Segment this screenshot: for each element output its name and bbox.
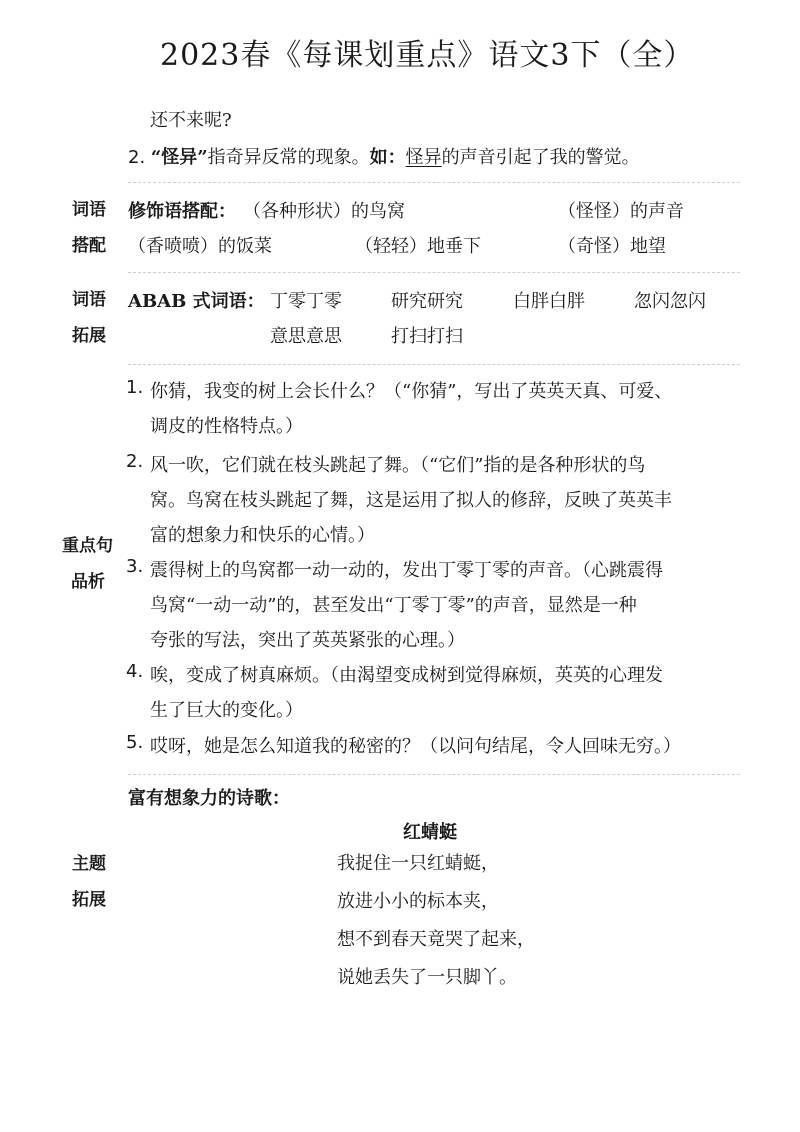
expansion-word: 丁零丁零 [270,291,342,312]
expansion-word: 打扫打扫 [391,326,463,347]
expansion-word: 忽闪忽闪 [634,291,706,312]
theme-heading: 富有想象力的诗歌： [128,788,290,809]
analysis-number: 2. [126,451,144,472]
section-label-expansion [72,282,106,354]
example-word: 怪异 [405,147,442,168]
side-line-1: 词语 [72,290,106,310]
analysis-number: 3. [126,556,144,577]
meaning-item-2 [128,143,640,169]
divider [128,774,740,775]
example-label: 如： [369,147,406,168]
analysis-line: 窝。鸟窝在枝头跳起了舞，这是运用了拟人的修辞，反映了英英丰 [150,490,672,511]
analysis-line: 调皮的性格特点。） [150,416,303,437]
side-line-1: 主题 [72,854,106,874]
poem [337,845,535,997]
analysis-line: 震得树上的鸟窝都一动一动的，发出丁零丁零的声音。（心跳震得 [150,560,663,581]
collocation-item: （奇怪）地望 [558,236,666,257]
expansion-label: ABAB 式词语： [128,291,265,312]
expansion-word: 研究研究 [391,291,463,312]
poem-title: 红蜻蜓 [403,822,457,843]
meaning-line-0: 还不来呢? [150,110,232,131]
section-label-collocation [72,192,106,264]
section-label-analysis [62,528,113,600]
example-rest: 的声音引起了我的警觉。 [441,147,640,168]
divider [128,182,740,183]
analysis-number: 1. [126,377,144,398]
collocation-item: （香喷喷）的饭菜 [128,236,272,257]
analysis-line: 富的想象力和快乐的心情。） [150,525,375,546]
analysis-line: 鸟窝“一动一动”的，甚至发出“丁零丁零”的声音，显然是一种 [150,595,637,616]
divider [128,272,740,273]
collocation-item: （各种形状）的鸟窝 [243,201,405,222]
analysis-line: 夸张的写法，突出了英英紧张的心理。） [150,630,465,651]
definition: 指奇异反常的现象。 [207,147,370,168]
side-line-2: 拓展 [72,890,106,910]
analysis-line: 哎呀，她是怎么知道我的秘密的？（以问句结尾，令人回味无穷。） [150,736,681,757]
analysis-number: 5. [126,732,144,753]
analysis-line: 风一吹，它们就在枝头跳起了舞。（“它们”指的是各种形状的鸟 [150,455,646,476]
section-label-theme [72,846,106,918]
side-line-2: 搭配 [72,236,106,256]
poem-line: 说她丢失了一只脚丫。 [337,967,517,988]
poem-line: 想不到春天竟哭了起来， [337,929,535,950]
expansion-word: 意思意思 [270,326,342,347]
poem-line: 我捉住一只红蜻蜓， [337,853,499,874]
page-title: 2023春《每课划重点》语文3下（全） [160,38,695,73]
poem-line: 放进小小的标本夹， [337,891,499,912]
collocation-item: （怪怪）的声音 [558,201,684,222]
side-line-2: 拓展 [72,326,106,346]
analysis-line: 生了巨大的变化。） [150,700,303,721]
collocation-item: （轻轻）地垂下 [355,236,481,257]
side-line-1: 重点句 [62,536,113,556]
collocation-label: 修饰语搭配： [128,201,236,222]
analysis-number: 4. [126,661,144,682]
side-line-2: 品析 [71,572,105,592]
expansion-word: 白胖白胖 [513,291,585,312]
analysis-line: 你猜，我变的树上会长什么？（“你猜”，写出了英英天真、可爱、 [150,381,673,402]
divider [128,364,740,365]
side-line-1: 词语 [72,200,106,220]
term: “怪异” [150,147,208,168]
analysis-line: 唉，变成了树真麻烦。（由渴望变成树到觉得麻烦，英英的心理发 [150,665,663,686]
item-number: 2. [128,147,146,168]
